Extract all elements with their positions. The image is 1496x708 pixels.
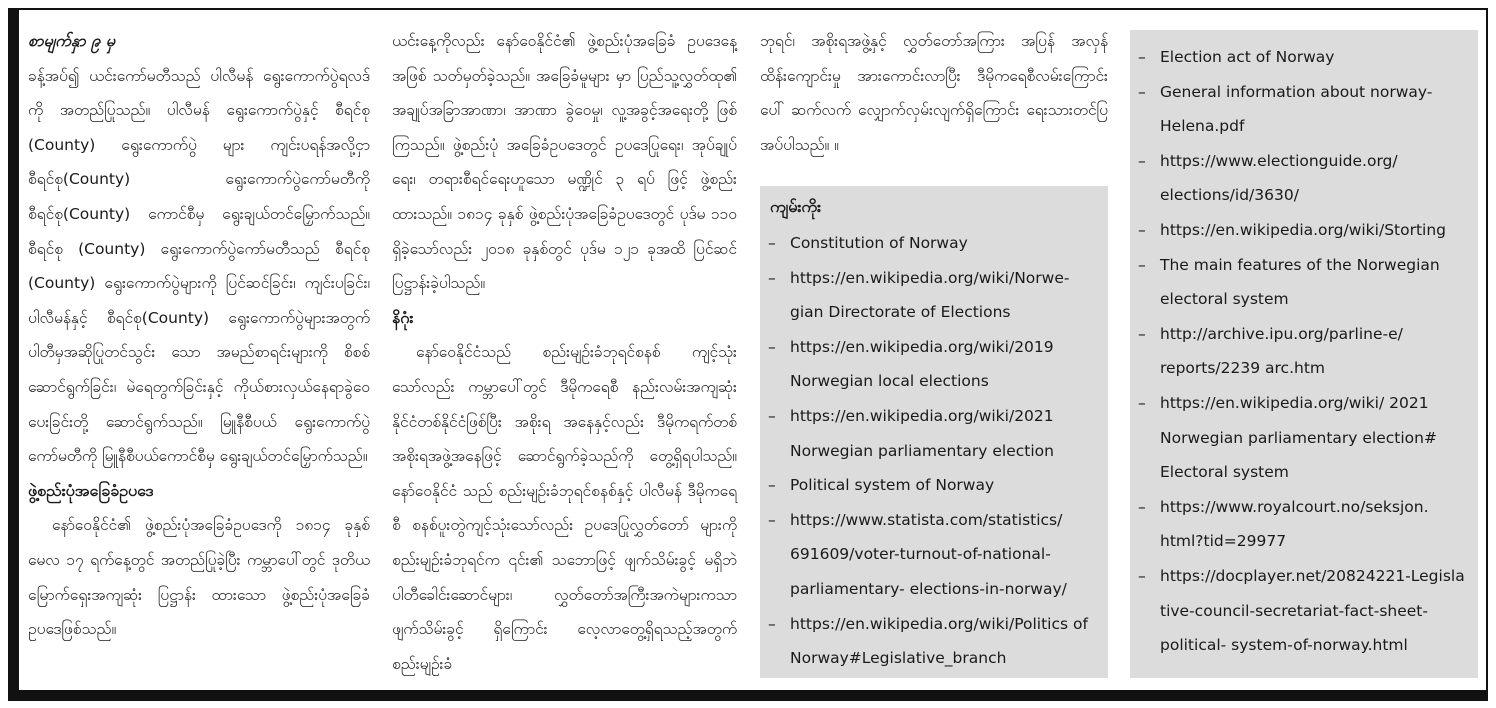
reference-item xyxy=(760,503,1100,607)
body-paragraph: ခန့်အပ်၍ ယင်းကော်မတီသည် ပါလီမန် ရွေးကောက်ပွဲရလဒ်ကို အတည်ပြုသည်။ ပါလီမန် ရွေးကောက်ပွဲနှင့် စီရင်စု (County) ရွေးကောက်ပွဲ များ ကျင်းပရန်အလို့ငှာ စီရင်စု(County) ရွေးကောက်ပွဲကော်မတီကို စီရင်စု(County) ကောင်စီမှ ရွေးချယ်တင်မြှောက်သည်။ စီရင်စု (County) ရွေးကောက်ပွဲကော်မတီသည် စီရင်စု (County) ရွေးကောက်ပွဲများကို ပြင်ဆင်ခြင်း၊ ကျင်းပခြင်း၊ ပါလီမန်နှင့် စီရင်စု(County) ရွေးကောက်ပွဲများအတွက် ပါတီမှအဆိုပြုတင်သွင်း သော အမည်စာရင်းများကို စိစစ်ဆောင်ရွက်ခြင်း၊ မဲရေတွက်ခြင်းနှင့် ကိုယ်စားလှယ်နေရာခွဲဝေ ပေးခြင်းတို့ ဆောင်ရွက်သည်။ မြူနီစီပယ် ရွေးကောက်ပွဲကော်မတီကို မြူနီစီပယ်ကောင်စီမှ ရွေးချယ်တင်မြှောက်သည်။ xyxy=(28,66,370,466)
reference-item xyxy=(1130,490,1470,559)
bullet-dash-icon: – xyxy=(1138,151,1146,170)
reference-item xyxy=(1130,248,1470,317)
bullet-dash-icon: – xyxy=(768,614,776,633)
article-column-3 xyxy=(760,24,1108,162)
page-frame-top xyxy=(8,8,1488,10)
section-heading-conclusion: နိဂုံး xyxy=(392,307,414,327)
reference-item xyxy=(1130,75,1470,144)
reference-text: https://docplayer.net/20824221-Legisla tive-council-secretariat-fact-sheet- political- system-of-norway.html xyxy=(1160,566,1465,655)
bullet-dash-icon: – xyxy=(1138,255,1146,274)
reference-item xyxy=(1130,317,1470,386)
reference-text: https://en.wikipedia.org/wiki/2021 Norwegian parliamentary election xyxy=(790,406,1054,460)
page-frame-left xyxy=(8,8,19,700)
reference-item xyxy=(1130,40,1470,75)
reference-text: The main features of the Norwegian electoral system xyxy=(1160,255,1440,309)
reference-text: https://en.wikipedia.org/wiki/Politics of Norway#Legislative_branch xyxy=(790,614,1088,668)
reference-text: Political system of Norway xyxy=(790,476,995,495)
bullet-dash-icon: – xyxy=(768,510,776,529)
reference-text: https://en.wikipedia.org/wiki/2019 Norwegian local elections xyxy=(790,337,1054,391)
reference-text: Constitution of Norway xyxy=(790,234,968,252)
reference-item xyxy=(1130,559,1470,663)
bullet-dash-icon: – xyxy=(1138,497,1146,516)
bullet-dash-icon: – xyxy=(1138,566,1146,585)
references-box-2 xyxy=(1130,30,1478,678)
reference-item xyxy=(1130,213,1470,248)
bullet-dash-icon: – xyxy=(768,406,776,425)
references-list xyxy=(760,224,1108,676)
body-paragraph: ဘုရင်၊ အစိုးရအဖွဲ့နှင့် လွှတ်တော်အကြား အပြန် အလှန်ထိန်းကျောင်းမှု အားကောင်းလာပြီး ဒီမိုကရေစီလမ်းကြောင်းပေါ် ဆက်လက် လျှောက်လှမ်းလျက်ရှိကြောင်း ရေးသားတင်ပြ အပ်ပါသည်။ ။ xyxy=(760,32,1108,154)
reference-item xyxy=(760,607,1100,676)
reference-item xyxy=(760,330,1100,399)
reference-item xyxy=(1130,386,1470,490)
references-box-1 xyxy=(760,186,1108,678)
bullet-dash-icon: – xyxy=(1138,220,1146,239)
reference-text: https://www.electionguide.org/ elections/id/3630/ xyxy=(1160,151,1398,205)
reference-text: https://www.statista.com/statistics/ 691609/voter-turnout-of-national- parliamentary- elections-in-norway/ xyxy=(790,510,1067,598)
references-list xyxy=(1130,30,1478,663)
body-paragraph: ယင်းနေ့ကိုလည်း နော်ဝေနိုင်ငံ၏ ဖွဲ့စည်းပုံအခြေခံ ဥပဒေနေ့အဖြစ် သတ်မှတ်ခဲ့သည်။ အခြေခံမူများ မှာ ပြည်သူ့လွှတ်ထု၏ အချုပ်အခြာအာဏာ၊ အာဏာ ခွဲဝေမှု၊ လူ့အခွင့်အရေးတို့ ဖြစ်ကြသည်။ ဖွဲ့စည်းပုံ အခြေခံဥပဒေတွင် ဥပဒေပြုရေး၊ အုပ်ချုပ်ရေး၊ တရားစီရင်ရေးဟူသော မဏ္ဍိုင် ၃ ရပ် ဖြင့် ဖွဲ့စည်း ထားသည်။ ၁၈၁၄ ခုနှစ် ဖွဲ့စည်းပုံအခြေခံဥပဒေတွင် ပုဒ်မ ၁၁၀ ရှိခဲ့သော်လည်း ၂၀၁၈ ခုနှစ်တွင် ပုဒ်မ ၁၂၁ ခုအထိ ပြင်ဆင်ပြဋ္ဌာန်းခဲ့ပါသည်။ xyxy=(392,32,737,293)
reference-text: Election act of Norway xyxy=(1160,48,1335,66)
bullet-dash-icon: – xyxy=(1138,48,1146,66)
section-heading-constitution: ဖွဲ့စည်းပုံအခြေခံဥပဒေ xyxy=(28,480,154,500)
bullet-dash-icon: – xyxy=(1138,393,1146,412)
reference-text: General information about norway- Helena.pdf xyxy=(1160,82,1433,136)
reference-item xyxy=(760,399,1100,468)
reference-item xyxy=(760,226,1100,261)
bullet-dash-icon: – xyxy=(768,476,776,495)
article-column-2 xyxy=(392,24,737,681)
reference-text: https://en.wikipedia.org/wiki/ 2021 Norwegian parliamentary election# Electoral system xyxy=(1160,393,1437,482)
bullet-dash-icon: – xyxy=(768,268,776,287)
references-heading: ကျမ်းကိုး xyxy=(770,197,822,216)
reference-item xyxy=(760,261,1100,330)
reference-text: https://en.wikipedia.org/wiki/Norwe- gian Directorate of Elections xyxy=(790,268,1070,322)
body-paragraph: နော်ဝေနိုင်ငံ၏ ဖွဲ့စည်းပုံအခြေခံဥပဒေကို ၁၈၁၄ ခုနှစ် မေလ ၁၇ ရက်နေ့တွင် အတည်ပြုခဲ့ပြီး ကမ္ဘာပေါ်တွင် ဒုတိယမြောက်ရှေးအကျဆုံး ပြဋ္ဌာန်း ထားသော ဖွဲ့စည်းပုံအခြေခံဥပဒေဖြစ်သည်။ xyxy=(28,516,370,639)
bullet-dash-icon: – xyxy=(768,337,776,356)
reference-text: https://en.wikipedia.org/wiki/Storting xyxy=(1160,220,1447,239)
page-frame-bottom xyxy=(8,690,1488,701)
page-frame-right xyxy=(1486,8,1488,700)
continued-from-heading: စာမျက်နှာ ၉ မှ xyxy=(28,31,116,50)
body-paragraph: နော်ဝေနိုင်ငံသည် စည်းမျဉ်းခံဘုရင်စနစ် ကျင့်သုံးသော်လည်း ကမ္ဘာပေါ်တွင် ဒီမိုကရေစီ နည်းလမ်းအကျဆုံး နိုင်ငံတစ်နိုင်ငံဖြစ်ပြီး အစိုးရ အနေနှင့်လည်း ဒီမိုကရက်တစ်အစိုးရအဖွဲ့အနေဖြင့် ဆောင်ရွက်ခဲ့သည်ကို တွေ့ရှိရပါသည်။ နော်ဝေနိုင်ငံ သည် စည်းမျဉ်းခံဘုရင်စနစ်နှင့် ပါလီမန် ဒီမိုကရေစီ စနစ်ပူးတွဲကျင့်သုံးသော်လည်း ဥပဒေပြုလွှတ်တော် များကို စည်းမျဉ်းခံဘုရင်က ၎င်း၏ သဘောဖြင့် ဖျက်သိမ်းခွင့် မရှိဘဲ ပါတီခေါင်းဆောင်များ၊ လွှတ်တော်အကြီးအကဲများကသာ ဖျက်သိမ်းခွင့် ရှိကြောင်း လေ့လာတွေ့ရှိရသည့်အတွက် စည်းမျဉ်းခံ xyxy=(392,343,737,673)
reference-item xyxy=(760,468,1100,503)
bullet-dash-icon: – xyxy=(768,234,776,252)
reference-text: http://archive.ipu.org/parline-e/ reports/2239 arc.htm xyxy=(1160,324,1403,378)
article-column-1 xyxy=(28,24,370,647)
reference-item xyxy=(1130,144,1470,213)
reference-text: https://www.royalcourt.no/seksjon. html?tid=29977 xyxy=(1160,497,1429,551)
bullet-dash-icon: – xyxy=(1138,82,1146,101)
bullet-dash-icon: – xyxy=(1138,324,1146,343)
